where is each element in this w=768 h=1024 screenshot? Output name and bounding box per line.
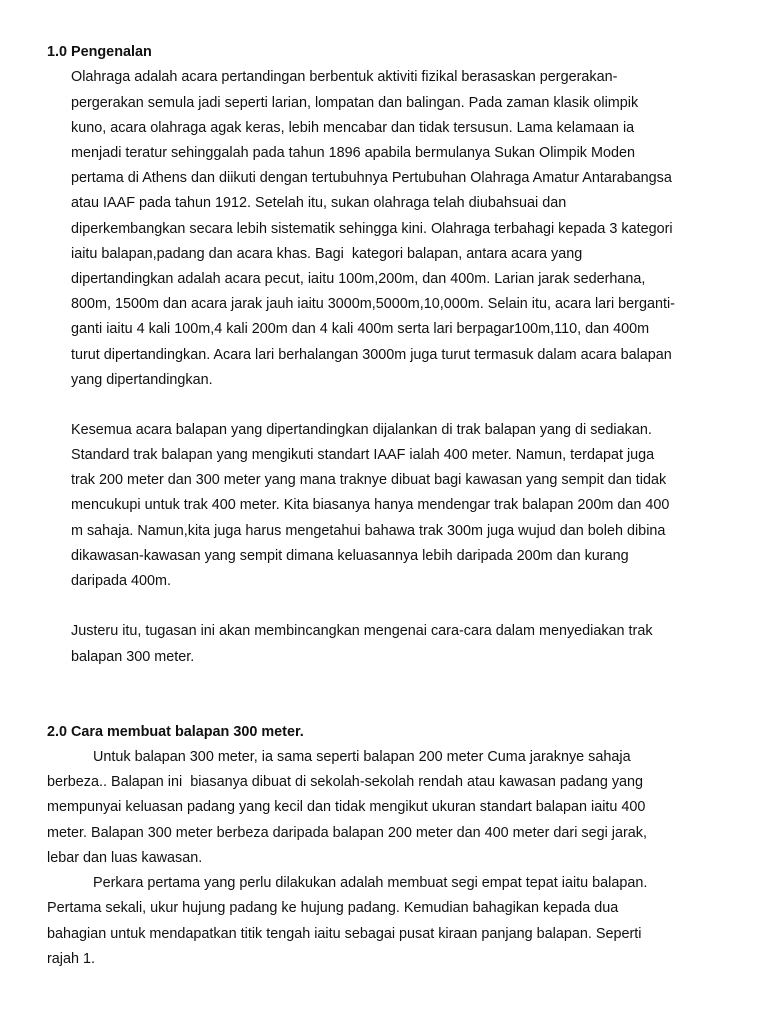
section-1-para-1-line: atau IAAF pada tahun 1912. Setelah itu, sukan olahraga telah diubahsuai dan: [71, 195, 567, 211]
section-1-para-1-line: pertama di Athens dan diikuti dengan tertubuhnya Pertubuhan Olahraga Amatur Antarabangsa: [71, 170, 672, 186]
section-1-para-2-line: trak 200 meter dan 300 meter yang mana traknye dibuat bagi kawasan yang sempit dan tidak: [71, 472, 667, 488]
section-2-para-1-line: berbeza.. Balapan ini biasanya dibuat di sekolah-sekolah rendah atau kawasan padang yang: [47, 774, 644, 790]
section-2-para-2-line: bahagian untuk mendapatkan titik tengah iaitu sebagai pusat kiraan panjang balapan. Seperti: [47, 926, 642, 942]
section-2-para-1-line: Untuk balapan 300 meter, ia sama seperti balapan 200 meter Cuma jaraknye sahaja: [93, 749, 631, 765]
section-1-para-1-line: 800m, 1500m dan acara jarak jauh iaitu 3000m,5000m,10,000m. Selain itu, acara lari berganti-: [71, 296, 675, 312]
section-1-para-1-line: menjadi teratur sehinggalah pada tahun 1896 apabila bermulanya Sukan Olimpik Moden: [71, 145, 636, 161]
section-1-para-1-line: pergerakan semula jadi seperti larian, lompatan dan balingan. Pada zaman klasik olimpik: [71, 95, 639, 111]
section-2-heading: 2.0 Cara membuat balapan 300 meter.: [47, 724, 304, 740]
section-1-para-1-line: dipertandingkan adalah acara pecut, iaitu 100m,200m, dan 400m. Larian jarak sederhana,: [71, 271, 646, 287]
section-1-para-2-line: daripada 400m.: [71, 573, 172, 589]
section-1-para-1-line: yang dipertandingkan.: [71, 372, 213, 388]
section-1-heading: 1.0 Pengenalan: [47, 44, 152, 60]
section-1-para-2-line: m sahaja. Namun,kita juga harus mengetahui bahawa trak 300m juga wujud dan boleh dibina: [71, 523, 666, 539]
section-2-para-2-line: Pertama sekali, ukur hujung padang ke hujung padang. Kemudian bahagikan kepada dua: [47, 900, 619, 916]
section-1-para-1-line: iaitu balapan,padang dan acara khas. Bagi kategori balapan, antara acara yang: [71, 246, 583, 262]
section-2-para-1-line: meter. Balapan 300 meter berbeza daripada balapan 200 meter dan 400 meter dari segi jarak,: [47, 825, 647, 841]
section-1-para-2-line: Standard trak balapan yang mengikuti standart IAAF ialah 400 meter. Namun, terdapat juga: [71, 447, 655, 463]
section-1-para-3-line: Justeru itu, tugasan ini akan membincangkan mengenai cara-cara dalam menyediakan trak: [71, 623, 653, 639]
section-2-para-2-line: rajah 1.: [47, 951, 95, 967]
section-1-para-2-line: Kesemua acara balapan yang dipertandingkan dijalankan di trak balapan yang di sediakan.: [71, 422, 652, 438]
section-1-para-1-line: diperkembangkan secara lebih sistematik sehingga kini. Olahraga terbahagi kepada 3 kategori: [71, 221, 673, 237]
section-2-para-1-line: lebar dan luas kawasan.: [47, 850, 203, 866]
section-1-para-3-line: balapan 300 meter.: [71, 649, 195, 665]
section-1-para-1-line: ganti iaitu 4 kali 100m,4 kali 200m dan 4 kali 400m serta lari berpagar100m,110, dan 400m: [71, 321, 650, 337]
section-1-para-1-line: turut dipertandingkan. Acara lari berhalangan 3000m juga turut termasuk dalam acara balapan: [71, 347, 672, 363]
section-2-para-2-line: Perkara pertama yang perlu dilakukan adalah membuat segi empat tepat iaitu balapan.: [93, 875, 648, 891]
section-1-para-2-line: mencukupi untuk trak 400 meter. Kita biasanya hanya mendengar trak balapan 200m dan 400: [71, 497, 670, 513]
section-1-para-2-line: dikawasan-kawasan yang sempit dimana keluasannya lebih daripada 200m dan kurang: [71, 548, 629, 564]
section-1-para-1-line: Olahraga adalah acara pertandingan berbentuk aktiviti fizikal berasaskan pergerakan-: [71, 69, 618, 85]
section-1-para-1-line: kuno, acara olahraga agak keras, lebih mencabar dan tidak tersusun. Lama kelamaan ia: [71, 120, 635, 136]
section-2-para-1-line: mempunyai keluasan padang yang kecil dan tidak mengikut ukuran standart balapan iaitu 400: [47, 799, 646, 815]
